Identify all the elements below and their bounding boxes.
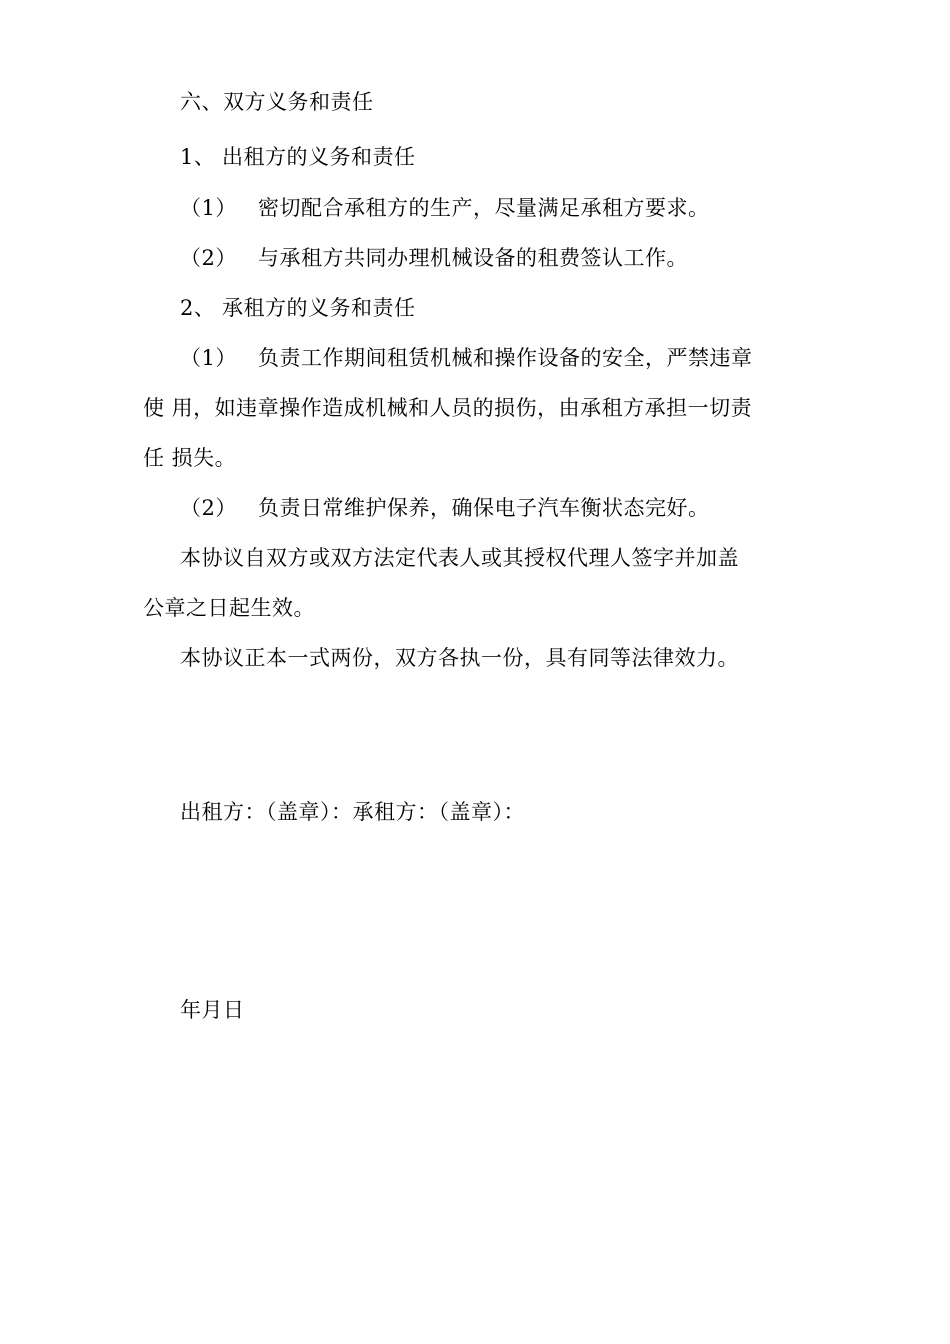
lessee-item-1-text-line-1: 负责工作期间租赁机械和操作设备的安全，严禁违章 <box>258 346 753 370</box>
lessor-item-1 <box>180 194 710 222</box>
effective-clause-line-1: 本协议自双方或双方法定代表人或其授权代理人签字并加盖 <box>180 546 739 570</box>
lessor-item-2-text: 与承租方共同办理机械设备的租费签认工作。 <box>258 246 688 270</box>
lessee-item-1-line-2: 使 用，如违章操作造成机械和人员的损伤，由承租方承担一切责 <box>143 396 753 420</box>
date-line: 年月日 <box>180 998 245 1022</box>
signature-line: 出租方：（盖章）：承租方：（盖章）： <box>180 800 525 824</box>
effective-clause-line-2: 公章之日起生效。 <box>143 596 315 620</box>
lessee-item-1-line-1 <box>180 344 753 372</box>
lessor-item-1-text: 密切配合承租方的生产，尽量满足承租方要求。 <box>258 196 710 220</box>
section-title: 六、双方义务和责任 <box>180 90 374 114</box>
lessor-number: 1、 <box>180 145 216 169</box>
lessee-item-2 <box>180 494 710 522</box>
lessee-item-1-number: （1） <box>180 346 237 370</box>
lessee-item-1-line-3: 任 损失。 <box>143 446 237 470</box>
lessee-item-2-number: （2） <box>180 496 237 520</box>
lessor-item-2 <box>180 244 688 272</box>
lessor-subheading <box>180 143 416 171</box>
lessee-item-2-text: 负责日常维护保养，确保电子汽车衡状态完好。 <box>258 496 710 520</box>
lessor-item-1-number: （1） <box>180 196 237 220</box>
lessee-heading: 承租方的义务和责任 <box>222 296 416 320</box>
lessee-number: 2、 <box>180 296 216 320</box>
copies-clause: 本协议正本一式两份，双方各执一份，具有同等法律效力。 <box>180 646 739 670</box>
lessor-item-2-number: （2） <box>180 246 237 270</box>
lessor-heading: 出租方的义务和责任 <box>222 145 416 169</box>
lessee-subheading <box>180 294 416 322</box>
